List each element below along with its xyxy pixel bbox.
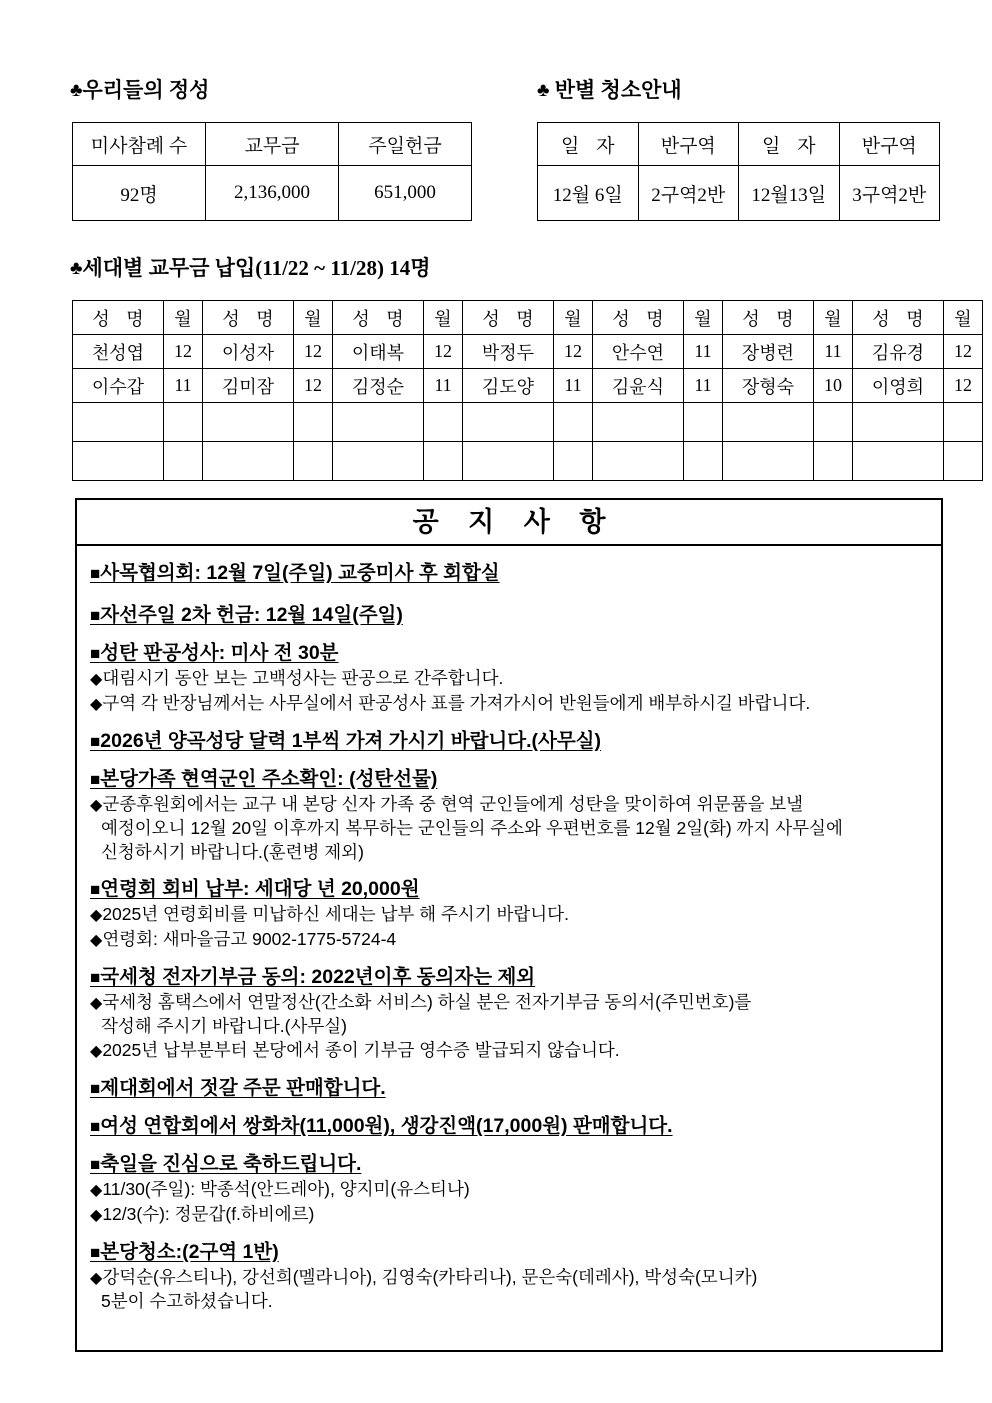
dues-cell-name: 장병련: [723, 335, 814, 369]
offerings-header-sunday-offering: 주일헌금: [339, 123, 472, 166]
diamond-bullet-icon: ◆: [90, 994, 103, 1012]
notice-heading: [90, 604, 403, 627]
table-row: [73, 403, 983, 442]
dues-cell-name: 김도양: [463, 369, 554, 403]
dues-cell-name: 이수갑: [73, 369, 164, 403]
dues-cell-month: [294, 403, 333, 442]
table-row: [73, 369, 983, 403]
notice-heading-label: 자선주일 2차 헌금: 12월 14일(주일): [100, 604, 403, 626]
spacer: [90, 1064, 928, 1071]
notice-item-jeotgal-sale: [90, 1071, 928, 1102]
notice-bullet-continuation: 신청하시기 바랍니다.(훈련병 제외): [101, 842, 364, 863]
notice-heading: [90, 1115, 673, 1138]
square-bullet-icon: ■: [90, 879, 101, 899]
notice-bullet-continuation: 작성해 주시기 바랍니다.(사무실): [101, 1016, 348, 1037]
notice-bullet-label: 강덕순(유스티나), 강선희(멜라니아), 김영숙(카타리나), 문은숙(데레사), 박성숙(모니카): [102, 1266, 758, 1287]
notice-bullet-continuation: 5분이 수고하셨습니다.: [101, 1291, 273, 1312]
offerings-heading: [70, 80, 209, 101]
spacer: [90, 1102, 928, 1109]
spacer: [90, 629, 928, 636]
notice-heading: [90, 730, 601, 753]
dues-header-month: 월: [814, 301, 853, 335]
dues-header-name: 성 명: [73, 301, 164, 335]
dues-cell-name: [853, 442, 944, 481]
notice-item-pastoral-council: [90, 556, 928, 587]
dues-cell-month: 10: [814, 369, 853, 403]
notice-heading-label: 본당가족 현역군인 주소확인: (성탄선물): [100, 767, 438, 790]
dues-header-month: 월: [554, 301, 593, 335]
dues-cell-month: [424, 403, 463, 442]
notice-item-christmas-confession: [90, 636, 928, 716]
dues-cell-month: [814, 403, 853, 442]
dues-cell-name: 김정순: [333, 369, 424, 403]
diamond-bullet-icon: ◆: [90, 1043, 103, 1061]
dues-cell-month: [554, 403, 593, 442]
dues-cell-name: [723, 403, 814, 442]
square-bullet-icon: ■: [90, 769, 101, 789]
square-bullet-icon: ■: [90, 1078, 101, 1098]
square-bullet-icon: ■: [90, 1242, 101, 1262]
cleaning-heading-label: 반별 청소안내: [554, 78, 682, 102]
notice-bullet-label: 국세청 홈택스에서 연말정산(간소화 서비스) 하실 분은 전자기부금 동의서(주민번호)를: [102, 991, 752, 1012]
notice-bullet-continuation: 예정이오니 12월 20일 이후까지 복무하는 군인들의 주소와 우편번호를 12월 2일(화) 까지 사무실에: [101, 818, 843, 839]
notice-heading-label: 본당청소:(2구역 1반): [100, 1240, 279, 1263]
diamond-bullet-icon: ◆: [90, 1181, 103, 1199]
notice-bullet-label: 대림시기 동안 보는 고백성사는 판공으로 간주합니다.: [102, 668, 504, 688]
dues-table-body: [73, 301, 983, 481]
table-row: [73, 442, 983, 481]
notice-heading-label: 연령회 회비 납부: 세대당 년 20,000원: [100, 877, 420, 900]
offerings-value-sunday-offering: 651,000: [339, 166, 472, 221]
dues-cell-name: [463, 403, 554, 442]
spacer: [90, 1228, 928, 1235]
dues-header-month: 월: [164, 301, 203, 335]
dues-cell-name: 이영희: [853, 369, 944, 403]
dues-cell-month: 12: [944, 335, 983, 369]
notice-heading: [90, 878, 420, 901]
notice-heading: [90, 768, 437, 791]
dues-header-name: 성 명: [593, 301, 684, 335]
dues-cell-name: [333, 442, 424, 481]
table-header-row: [538, 123, 940, 166]
notice-heading-label: 2026년 양곡성당 달력 1부씩 가져 가시기 바랍니다.(사무실): [100, 729, 601, 752]
table-row: [538, 166, 940, 221]
dues-header-name: 성 명: [463, 301, 554, 335]
dues-cell-month: [684, 442, 723, 481]
dues-cell-month: [554, 442, 593, 481]
notice-bullet: [90, 903, 928, 927]
spacer: [90, 755, 928, 762]
spacer: [90, 1140, 928, 1147]
dues-cell-name: [723, 442, 814, 481]
notice-bullet-label: 12/3(수): 정문갑(f.하비에르): [102, 1203, 315, 1224]
dues-cell-name: [73, 403, 164, 442]
notice-body: [77, 546, 941, 1314]
dues-cell-name: 천성엽: [73, 335, 164, 369]
square-bullet-icon: ■: [90, 564, 101, 583]
diamond-bullet-icon: ◆: [90, 1206, 103, 1224]
square-bullet-icon: ■: [90, 606, 101, 625]
dues-cell-name: [853, 403, 944, 442]
dues-cell-name: 안수연: [593, 335, 684, 369]
diamond-bullet-icon: ◆: [90, 695, 103, 713]
dues-cell-month: [684, 403, 723, 442]
dues-header-name: 성 명: [333, 301, 424, 335]
dues-payment-table: [72, 300, 983, 481]
cleaning-value-zone-2: 3구역2반: [839, 166, 940, 221]
notice-bullet-label: 2025년 납부분부터 본당에서 종이 기부금 영수증 발급되지 않습니다.: [102, 1040, 620, 1061]
cleaning-value-date-2: 12월13일: [739, 166, 840, 221]
dues-cell-month: [814, 442, 853, 481]
square-bullet-icon: ■: [90, 967, 101, 987]
dues-cell-month: 12: [424, 335, 463, 369]
dues-cell-name: 이성자: [203, 335, 294, 369]
notice-heading-label: 축일을 진심으로 축하드립니다.: [100, 1152, 362, 1175]
cleaning-header-zone-1: 반구역: [638, 123, 739, 166]
cleaning-value-date-1: 12월 6일: [538, 166, 639, 221]
notice-bullet: [90, 991, 928, 1015]
club-suit-icon: ♣: [70, 80, 83, 101]
dues-cell-month: 11: [684, 335, 723, 369]
notice-title-bar: [77, 500, 941, 546]
table-header-row: [73, 123, 472, 166]
notice-heading: [90, 642, 339, 665]
notice-heading: [90, 1077, 386, 1100]
notice-bullet-label: 군종후원회에서는 교구 내 본당 신자 가족 중 현역 군인들에게 성탄을 맞이하여 위문품을 보낼: [102, 793, 804, 814]
dues-cell-name: 이태복: [333, 335, 424, 369]
cleaning-header-date-2: 일 자: [739, 123, 840, 166]
notice-heading: [90, 966, 535, 989]
diamond-bullet-icon: ◆: [90, 796, 103, 814]
notice-bullet: [90, 1266, 928, 1290]
notice-bullet-bank-account: [90, 928, 928, 952]
dues-cell-name: [333, 403, 424, 442]
dues-cell-month: 12: [294, 369, 333, 403]
dues-cell-month: 11: [684, 369, 723, 403]
offerings-header-dues: 교무금: [206, 123, 339, 166]
notice-item-tax-donation-consent: [90, 960, 928, 1063]
square-bullet-icon: ■: [90, 1154, 101, 1174]
dues-cell-name: 김미잠: [203, 369, 294, 403]
dues-header-month: 월: [944, 301, 983, 335]
dues-cell-name: [203, 403, 294, 442]
dues-cell-name: [593, 442, 684, 481]
notice-heading-label: 국세청 전자기부금 동의: 2022년이후 동의자는 제외: [100, 965, 536, 988]
diamond-bullet-icon: ◆: [90, 1269, 103, 1287]
dues-cell-name: 장형숙: [723, 369, 814, 403]
notice-heading-label: 제대회에서 젓갈 주문 판매합니다.: [100, 1076, 386, 1099]
table-header-row: [73, 301, 983, 335]
notice-item-feast-day-congrats: [90, 1147, 928, 1227]
dues-cell-name: [73, 442, 164, 481]
dues-cell-month: 12: [944, 369, 983, 403]
dues-cell-month: 12: [294, 335, 333, 369]
club-suit-icon: ♣: [70, 258, 83, 279]
notice-heading: [90, 562, 500, 585]
notice-heading-label: 여성 연합회에서 쌍화차(11,000원), 생강진액(17,000원) 판매합니다.: [100, 1114, 673, 1137]
dues-cell-name: [593, 403, 684, 442]
table-row: [73, 166, 472, 221]
dues-cell-month: 12: [554, 335, 593, 369]
dues-cell-month: 11: [814, 335, 853, 369]
dues-cell-name: [463, 442, 554, 481]
dues-cell-month: [944, 442, 983, 481]
notice-heading-label: 성탄 판공성사: 미사 전 30분: [100, 642, 339, 664]
dues-cell-month: 12: [164, 335, 203, 369]
dues-cell-month: [424, 442, 463, 481]
notice-item-soldier-address: [90, 762, 928, 865]
notice-item-calendar: [90, 724, 928, 755]
dues-header-month: 월: [684, 301, 723, 335]
cleaning-schedule-table: [537, 122, 940, 221]
notice-bullet-label: 11/30(주일): 박종석(안드레아), 양지미(유스티나): [102, 1178, 470, 1199]
notice-heading: [90, 1153, 361, 1176]
notice-bullet-label: 2025년 연령회비를 미납하신 세대는 납부 해 주시기 바랍니다.: [102, 903, 569, 924]
dues-cell-name: 박정두: [463, 335, 554, 369]
dues-cell-name: 김윤식: [593, 369, 684, 403]
offerings-heading-label: 우리들의 정성: [82, 78, 210, 102]
notice-heading: [90, 1241, 279, 1264]
dues-heading: [70, 258, 431, 279]
square-bullet-icon: ■: [90, 1116, 101, 1136]
notice-bullet: [90, 1178, 928, 1202]
dues-header-month: 월: [294, 301, 333, 335]
dues-cell-month: 11: [164, 369, 203, 403]
notice-bullet: [90, 1203, 928, 1227]
diamond-bullet-icon: ◆: [90, 931, 103, 949]
notice-bullet-label: 구역 각 반장님께서는 사무실에서 판공성사 표를 가져가시어 반원들에게 배부하시길 바랍니다.: [102, 692, 811, 713]
dues-cell-month: [294, 442, 333, 481]
diamond-bullet-icon: ◆: [90, 906, 103, 924]
notice-box: [75, 498, 943, 1352]
dues-cell-name: [203, 442, 294, 481]
spacer: [90, 587, 928, 598]
dues-cell-name: 김유경: [853, 335, 944, 369]
notice-bullet: [90, 793, 928, 817]
notice-bullet: [90, 1039, 928, 1063]
cleaning-heading: [537, 80, 682, 101]
dues-cell-month: [164, 442, 203, 481]
notice-item-charity-sunday: [90, 598, 928, 629]
cleaning-header-date-1: 일 자: [538, 123, 639, 166]
notice-title: 공 지 사 항: [412, 506, 617, 537]
notice-bullet: [90, 667, 928, 691]
dues-header-name: 성 명: [203, 301, 294, 335]
notice-item-womens-association-sale: [90, 1109, 928, 1140]
spacer: [90, 865, 928, 872]
dues-cell-month: 11: [424, 369, 463, 403]
dues-cell-month: [164, 403, 203, 442]
table-row: [73, 335, 983, 369]
offerings-value-dues: 2,136,000: [206, 166, 339, 221]
notice-item-church-cleaning: [90, 1235, 928, 1315]
cleaning-header-zone-2: 반구역: [839, 123, 940, 166]
offerings-header-attendance: 미사참례 수: [73, 123, 206, 166]
offerings-value-attendance: 92명: [73, 166, 206, 221]
notice-bullet-label: 연령회: 새마을금고 9002-1775-5724-4: [102, 928, 397, 949]
dues-cell-month: [944, 403, 983, 442]
dues-heading-label: 세대별 교무금 납입(11/22 ~ 11/28) 14명: [82, 256, 431, 280]
diamond-bullet-icon: ◆: [90, 671, 103, 688]
notice-heading-label: 사목협의회: 12월 7일(주일) 교중미사 후 회합실: [100, 562, 500, 584]
spacer: [90, 717, 928, 724]
dues-header-name: 성 명: [853, 301, 944, 335]
dues-header-name: 성 명: [723, 301, 814, 335]
offerings-table: [72, 122, 472, 221]
square-bullet-icon: ■: [90, 644, 101, 663]
square-bullet-icon: ■: [90, 731, 101, 751]
dues-cell-month: 11: [554, 369, 593, 403]
dues-header-month: 월: [424, 301, 463, 335]
notice-item-yeonryeonghoe-dues: [90, 872, 928, 952]
spacer: [90, 953, 928, 960]
club-suit-icon: ♣: [537, 80, 550, 101]
cleaning-value-zone-1: 2구역2반: [638, 166, 739, 221]
notice-bullet: [90, 692, 928, 716]
